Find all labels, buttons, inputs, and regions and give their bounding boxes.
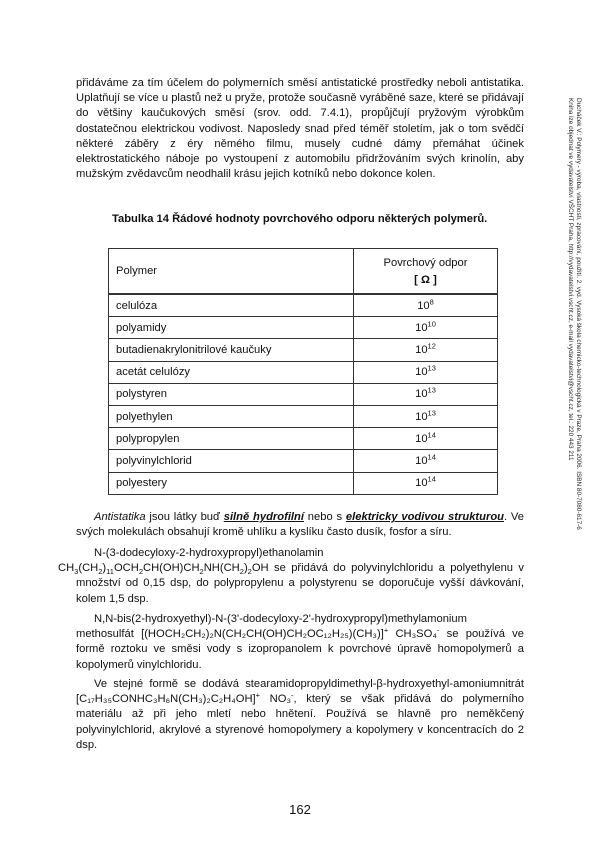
- resistance-base: 10: [415, 343, 428, 356]
- side-citation-line-2: Kniha lze objednat ve vydavatelství VŠCHT Praha, http://vydavatelstvi.vscht.cz, e-mail vydavatelstvi@vscht.cz, tel.: 220 443 211: [567, 98, 574, 461]
- resistance-value-cell: [354, 450, 498, 472]
- resistance-exponent: 14: [427, 452, 436, 462]
- side-citation-text: [566, 98, 582, 530]
- f-part: (CH: [78, 562, 99, 575]
- col-header-resistance: [354, 249, 498, 295]
- charge-minus-2: -: [291, 690, 294, 700]
- p2-text-3: . Ve svých molekulách obsahují kromě uhlíku a kyslíku často dusík, fosfor a síru.: [76, 511, 524, 539]
- p3-rest: se přidává do polyvinylchloridu a polyethylenu v množství od 0,15 dsp, do polypropylenu a polystyrenu se doporučuje vyšší dávkování, kolem 1,5 dsp.: [76, 562, 524, 605]
- intro-paragraph: přidáváme za tím účelem do polymerních směsí antistatické prostředky neboli antistatika. Uplatňují se více u plastů než u pryže, protože současně vyráběné saze, které se přidávají do většiny kaučukových směsí (srov. odd. 7.4.1), propůjčují pryžovým výrobkům dostatečnou elektrickou vodivost. Naposledy snad před téměř stoletím, jak o tom svědčí některé záběry z éry němého filmu, musely cudné dámy přemáhat účinek elektrostatického náboje po vystoupení z automobilu přidržováním svých krinolín, aby mužským zvědavcům neodhalil krásu jejich kotníků nebo dokonce kolen.: [76, 77, 524, 181]
- polymer-name-cell: polyamidy: [109, 317, 354, 339]
- f-part: CH: [58, 562, 75, 575]
- table-body: [109, 294, 498, 494]
- resistance-exponent: 8: [429, 296, 434, 306]
- polymer-name-cell: polyestery: [109, 472, 354, 494]
- f-part: CH(OH)CH: [142, 562, 200, 575]
- resistance-exponent: 13: [427, 363, 436, 373]
- methylamonium-paragraph: [76, 612, 524, 673]
- resistance-value-cell: [354, 383, 498, 405]
- resistance-base: 10: [415, 477, 428, 490]
- polymer-name-cell: polyethylen: [109, 405, 354, 427]
- resistance-exponent: 14: [427, 474, 436, 484]
- resistance-value-cell: [354, 428, 498, 450]
- compound-name-1: N-(3-dodecyloxy-2-hydroxypropyl)ethanolamin: [94, 547, 324, 559]
- table-row: [109, 428, 498, 450]
- resistance-value-cell: [354, 405, 498, 427]
- table-row: [109, 317, 498, 339]
- resistance-exponent: 13: [427, 407, 436, 417]
- table-row: [109, 339, 498, 361]
- anion-2: CH₃SO₄: [388, 628, 437, 641]
- charge-plus: +: [383, 625, 389, 635]
- f-part: OCH: [113, 562, 139, 575]
- compound-formula-3: [C₁₇H₃₅CONHC₃H₆N(CH₃)₂C₂H₄OH]: [76, 693, 256, 706]
- compound-formula-1: [58, 562, 269, 577]
- polymer-name-cell: celulóza: [109, 294, 354, 317]
- compound-formula-2: [(HOCH₂CH₂)₂N(CH₂CH(OH)CH₂OC₁₂H₂₅)(CH₃)]: [141, 628, 384, 641]
- p2-text-2: nebo s: [304, 511, 346, 523]
- col-header-unit: [ Ω ]: [414, 273, 437, 286]
- polymer-name-cell: butadienakrylonitrilové kaučuky: [109, 339, 354, 361]
- resistance-base: 10: [415, 410, 428, 423]
- f-part: ): [102, 562, 107, 575]
- compound-name-2: N,N-bis(2-hydroxyethyl)-N-(3'-dodecyloxy-2'-hydroxypropyl)methylamonium methosulfát: [76, 613, 467, 641]
- resistance-exponent: 12: [427, 341, 436, 351]
- page-number: 162: [289, 802, 311, 817]
- f-sub: 11: [106, 567, 114, 577]
- charge-plus-2: +: [255, 690, 261, 700]
- polymer-name-cell: polyvinylchlorid: [109, 450, 354, 472]
- resistance-exponent: 10: [427, 319, 436, 329]
- table-row: [109, 361, 498, 383]
- resistance-value-cell: [354, 317, 498, 339]
- term-hydrophilic: silně hydrofilní: [223, 511, 304, 523]
- table-header-row: [109, 249, 498, 295]
- p5-text: Ve stejné formě se dodává stearamidopropyldimethyl-β-hydroxyethyl-amoniumnitrát: [94, 678, 524, 690]
- table-caption: Tabulka 14 Řádové hodnoty povrchového odporu některých polymerů.: [112, 213, 488, 225]
- p4-rest: se používá ve formě roztoku ve směsi vody s izopropanolem k povrchové úpravě homopolymerů a kopolymerů vinylchloridu.: [76, 628, 524, 671]
- polymer-name-cell: polypropylen: [109, 428, 354, 450]
- col-header-resistance-label: Povrchový odpor: [383, 256, 468, 269]
- polymer-name-cell: polystyren: [109, 383, 354, 405]
- table-row: [109, 405, 498, 427]
- side-citation-line-1: Ducháček V.: Polymery - výroba, vlastnosti, zpracování, použití. 2. vyd. Vysoká škola chemicko-technologická v Praze, Praha 2006. ISBN 80-7080-617-6: [575, 98, 582, 530]
- resistance-value-cell: [354, 361, 498, 383]
- resistance-table: [108, 248, 498, 495]
- f-part: OH: [251, 562, 269, 575]
- table-row: [109, 383, 498, 405]
- resistance-exponent: 14: [427, 429, 436, 439]
- resistance-base: 10: [415, 388, 428, 401]
- resistance-base: 10: [415, 432, 428, 445]
- resistance-base: 10: [417, 299, 430, 312]
- f-sub: 2: [98, 567, 103, 577]
- antistatics-paragraph: [76, 510, 524, 540]
- f-part: NH(CH: [203, 562, 240, 575]
- term-antistatika: Antistatika: [94, 511, 146, 523]
- f-sub: 2: [138, 567, 143, 577]
- resistance-exponent: 13: [427, 385, 436, 395]
- f-sub: 3: [74, 567, 79, 577]
- nitrate-paragraph: [76, 677, 524, 753]
- anion-3: NO₃: [260, 693, 292, 706]
- p2-text-1: jsou látky buď: [145, 511, 224, 523]
- charge-minus: -: [436, 625, 440, 635]
- col-header-polymer: Polymer: [109, 249, 354, 295]
- table-row: [109, 294, 498, 317]
- f-sub: 2: [247, 567, 252, 577]
- term-conductive: elektricky vodivou strukturou: [345, 511, 504, 523]
- resistance-base: 10: [415, 366, 428, 379]
- ethanolamine-paragraph: [58, 546, 524, 607]
- resistance-value-cell: [354, 294, 498, 317]
- resistance-value-cell: [354, 339, 498, 361]
- p5-rest: , který se však přidává do polymerního materiálu až při jeho mletí nebo hnětení. Používá se hlavně pro neměkčený polyvinylchlorid, akrylové a styrenové homopolymery a kopolymery v koncentracích do 2 dsp.: [76, 693, 524, 751]
- table-row: [109, 472, 498, 494]
- f-sub: 2: [199, 567, 204, 577]
- resistance-base: 10: [415, 454, 428, 467]
- f-sub: 2: [239, 567, 244, 577]
- table-row: [109, 450, 498, 472]
- f-part: ): [243, 562, 248, 575]
- resistance-base: 10: [415, 321, 428, 334]
- resistance-value-cell: [354, 472, 498, 494]
- polymer-name-cell: acetát celulózy: [109, 361, 354, 383]
- side-citation: [568, 98, 580, 650]
